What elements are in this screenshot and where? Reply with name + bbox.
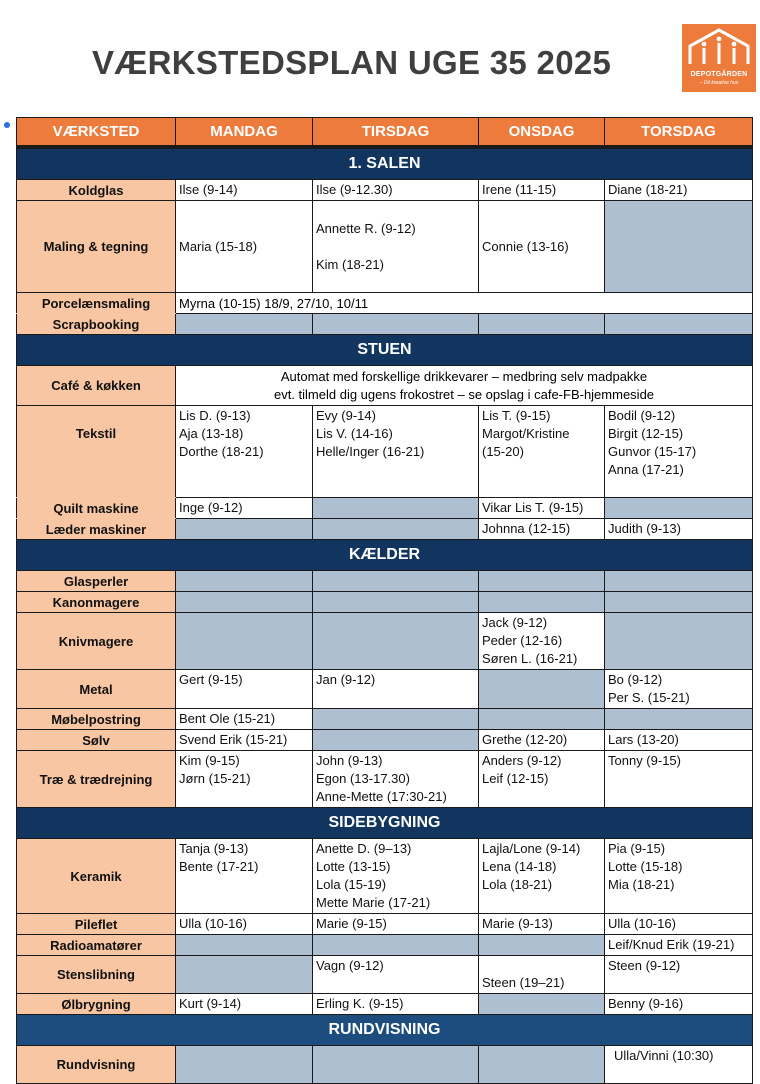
- page-title: VÆRKSTEDSPLAN UGE 35 2025: [92, 44, 612, 81]
- schedule-cell: Grethe (12-20): [479, 730, 605, 751]
- empty-cell: [313, 709, 479, 730]
- empty-cell: [605, 201, 753, 293]
- logo-tagline: – Dit kreative hus: [699, 80, 739, 86]
- empty-cell: [605, 613, 753, 670]
- table-row: [17, 914, 753, 935]
- table-row: [17, 613, 753, 670]
- col-header-mandag: MANDAG: [176, 118, 313, 148]
- empty-cell: [605, 498, 753, 519]
- workshop-name: Stenslibning: [17, 956, 176, 994]
- workshop-name: Sølv: [17, 730, 176, 751]
- empty-cell: [176, 314, 313, 335]
- table-row: [17, 406, 753, 498]
- table-row: [17, 670, 753, 709]
- schedule-cell: Johnna (12-15): [479, 519, 605, 540]
- bullet-marker: [4, 122, 10, 128]
- schedule-cell: Kim (9-15) Jørn (15-21): [176, 751, 313, 808]
- empty-cell: [313, 571, 479, 592]
- schedule-cell: Vagn (9-12): [313, 956, 479, 994]
- empty-cell: [313, 935, 479, 956]
- schedule-cell: Pia (9-15) Lotte (15-18) Mia (18-21): [605, 839, 753, 914]
- table-row: [17, 498, 753, 519]
- schedule-entry: Annette R. (9-12): [316, 221, 416, 236]
- workshop-name: Knivmagere: [17, 613, 176, 670]
- table-row: [17, 751, 753, 808]
- workshop-name: Maling & tegning: [17, 201, 176, 293]
- workshop-name: Rundvisning: [17, 1046, 176, 1084]
- schedule-cell: Judith (9-13): [605, 519, 753, 540]
- empty-cell: [479, 935, 605, 956]
- schedule-cell: Ulla (10-16): [176, 914, 313, 935]
- empty-cell: [605, 592, 753, 613]
- header-row: [17, 118, 753, 148]
- empty-cell: [605, 571, 753, 592]
- house-logo-icon: [682, 24, 756, 70]
- table-row: [17, 709, 753, 730]
- schedule-cell: Anders (9-12) Leif (12-15): [479, 751, 605, 808]
- schedule-cell: Myrna (10-15) 18/9, 27/10, 10/11: [176, 293, 753, 314]
- schedule-cell: Vikar Lis T. (9-15): [479, 498, 605, 519]
- col-header-onsdag: ONSDAG: [479, 118, 605, 148]
- workshop-name: Kanonmagere: [17, 592, 176, 613]
- schedule-cell: Lars (13-20): [605, 730, 753, 751]
- table-row: [17, 201, 753, 293]
- empty-cell: [479, 670, 605, 709]
- col-header-tirsdag: TIRSDAG: [313, 118, 479, 148]
- table-row: [17, 366, 753, 406]
- schedule-cell: John (9-13) Egon (13-17.30) Anne-Mette (17:30-21): [313, 751, 479, 808]
- empty-cell: [605, 709, 753, 730]
- col-header-torsdag: TORSDAG: [605, 118, 753, 148]
- schedule-cell: Tonny (9-15): [605, 751, 753, 808]
- table-row: [17, 592, 753, 613]
- empty-cell: [313, 730, 479, 751]
- schedule-cell: Inge (9-12): [176, 498, 313, 519]
- empty-cell: [176, 613, 313, 670]
- section-row: [17, 147, 753, 180]
- schedule-cell: Bodil (9-12) Birgit (12-15) Gunvor (15-17) Anna (17-21): [605, 406, 753, 498]
- schedule-cell: Steen (19–21): [479, 956, 605, 994]
- empty-cell: [605, 314, 753, 335]
- empty-cell: [479, 994, 605, 1015]
- table-row: [17, 314, 753, 335]
- empty-cell: [313, 519, 479, 540]
- schedule-cell: Evy (9-14) Lis V. (14-16) Helle/Inger (16-21): [313, 406, 479, 498]
- schedule-cell: Irene (11-15): [479, 180, 605, 201]
- schedule-cell: Erling K. (9-15): [313, 994, 479, 1015]
- workshop-name: Quilt maskine: [17, 498, 176, 519]
- empty-cell: [176, 571, 313, 592]
- workshop-name: Radioamatører: [17, 935, 176, 956]
- workshop-name: Metal: [17, 670, 176, 709]
- schedule-cell: [313, 201, 479, 293]
- section-stuen: STUEN: [17, 335, 753, 366]
- table-row: [17, 180, 753, 201]
- empty-cell: [313, 1046, 479, 1084]
- schedule-cell: Ilse (9-14): [176, 180, 313, 201]
- logo-name: DEPOTGÅRDEN: [690, 71, 748, 78]
- table-row: [17, 293, 753, 314]
- schedule-cell: Steen (9-12): [605, 956, 753, 994]
- schedule-cell: Kurt (9-14): [176, 994, 313, 1015]
- table-row: [17, 519, 753, 540]
- workshop-name: Ølbrygning: [17, 994, 176, 1015]
- empty-cell: [176, 935, 313, 956]
- workshop-name: Træ & trædrejning: [17, 751, 176, 808]
- section-kaelder: KÆLDER: [17, 540, 753, 571]
- workshop-name: Keramik: [17, 839, 176, 914]
- schedule-cell: Svend Erik (15-21): [176, 730, 313, 751]
- workshop-name: Tekstil: [17, 406, 176, 498]
- col-header-vaerksted: VÆRKSTED: [17, 118, 176, 148]
- table-row: [17, 839, 753, 914]
- section-salen: 1. SALEN: [17, 147, 753, 180]
- schedule-cell: Leif/Knud Erik (19-21): [605, 935, 753, 956]
- empty-cell: [313, 498, 479, 519]
- schedule-cell: Bo (9-12) Per S. (15-21): [605, 670, 753, 709]
- schedule-cell: Jack (9-12) Peder (12-16) Søren L. (16-21): [479, 613, 605, 670]
- schedule-cell: Anette D. (9–13) Lotte (13-15) Lola (15-19) Mette Marie (17-21): [313, 839, 479, 914]
- schedule-entry: Ulla/Vinni (10:30): [614, 1048, 714, 1063]
- empty-cell: [176, 592, 313, 613]
- table-row: [17, 1046, 753, 1084]
- workshop-schedule-table: [16, 117, 753, 1084]
- schedule-entry: Kim (18-21): [316, 257, 384, 272]
- empty-cell: [313, 592, 479, 613]
- logo: [682, 24, 756, 92]
- schedule-cell: Ilse (9-12.30): [313, 180, 479, 201]
- section-row: [17, 540, 753, 571]
- empty-cell: [479, 592, 605, 613]
- section-row: [17, 1015, 753, 1046]
- schedule-cell: Lajla/Lone (9-14) Lena (14-18) Lola (18-21): [479, 839, 605, 914]
- workshop-name: Læder maskiner: [17, 519, 176, 540]
- section-row: [17, 335, 753, 366]
- empty-cell: [479, 571, 605, 592]
- empty-cell: [479, 1046, 605, 1084]
- workshop-name: Møbelpostring: [17, 709, 176, 730]
- schedule-cell: Ulla (10-16): [605, 914, 753, 935]
- empty-cell: [313, 314, 479, 335]
- workshop-name: Café & køkken: [17, 366, 176, 406]
- section-rundvisning: RUNDVISNING: [17, 1015, 753, 1046]
- schedule-cell: Benny (9-16): [605, 994, 753, 1015]
- workshop-name: Pileflet: [17, 914, 176, 935]
- empty-cell: [176, 956, 313, 994]
- section-sidebygning: SIDEBYGNING: [17, 808, 753, 839]
- schedule-cell: Connie (13-16): [479, 201, 605, 293]
- schedule-cell: Lis T. (9-15) Margot/Kristine (15-20): [479, 406, 605, 498]
- workshop-name: Porcelænsmaling: [17, 293, 176, 314]
- schedule-cell: Tanja (9-13) Bente (17-21): [176, 839, 313, 914]
- workshop-name: Scrapbooking: [17, 314, 176, 335]
- empty-cell: [479, 314, 605, 335]
- table-row: [17, 571, 753, 592]
- schedule-cell: Bent Ole (15-21): [176, 709, 313, 730]
- empty-cell: [176, 1046, 313, 1084]
- schedule-cell: Gert (9-15): [176, 670, 313, 709]
- table-row: [17, 956, 753, 994]
- empty-cell: [313, 613, 479, 670]
- empty-cell: [479, 709, 605, 730]
- schedule-cell: Jan (9-12): [313, 670, 479, 709]
- schedule-cell: Marie (9-13): [479, 914, 605, 935]
- schedule-cell: Marie (9-15): [313, 914, 479, 935]
- workshop-name: Koldglas: [17, 180, 176, 201]
- empty-cell: [176, 519, 313, 540]
- cafe-info-cell: Automat med forskellige drikkevarer – medbring selv madpakke evt. tilmeld dig ugens frokostret – se opslag i cafe-FB-hjemmeside: [176, 366, 753, 406]
- schedule-cell: Lis D. (9-13) Aja (13-18) Dorthe (18-21): [176, 406, 313, 498]
- table-row: [17, 935, 753, 956]
- schedule-cell: Maria (15-18): [176, 201, 313, 293]
- schedule-cell: Diane (18-21): [605, 180, 753, 201]
- section-row: [17, 808, 753, 839]
- table-row: [17, 730, 753, 751]
- workshop-name: Glasperler: [17, 571, 176, 592]
- table-row: [17, 994, 753, 1015]
- schedule-cell: [605, 1046, 753, 1084]
